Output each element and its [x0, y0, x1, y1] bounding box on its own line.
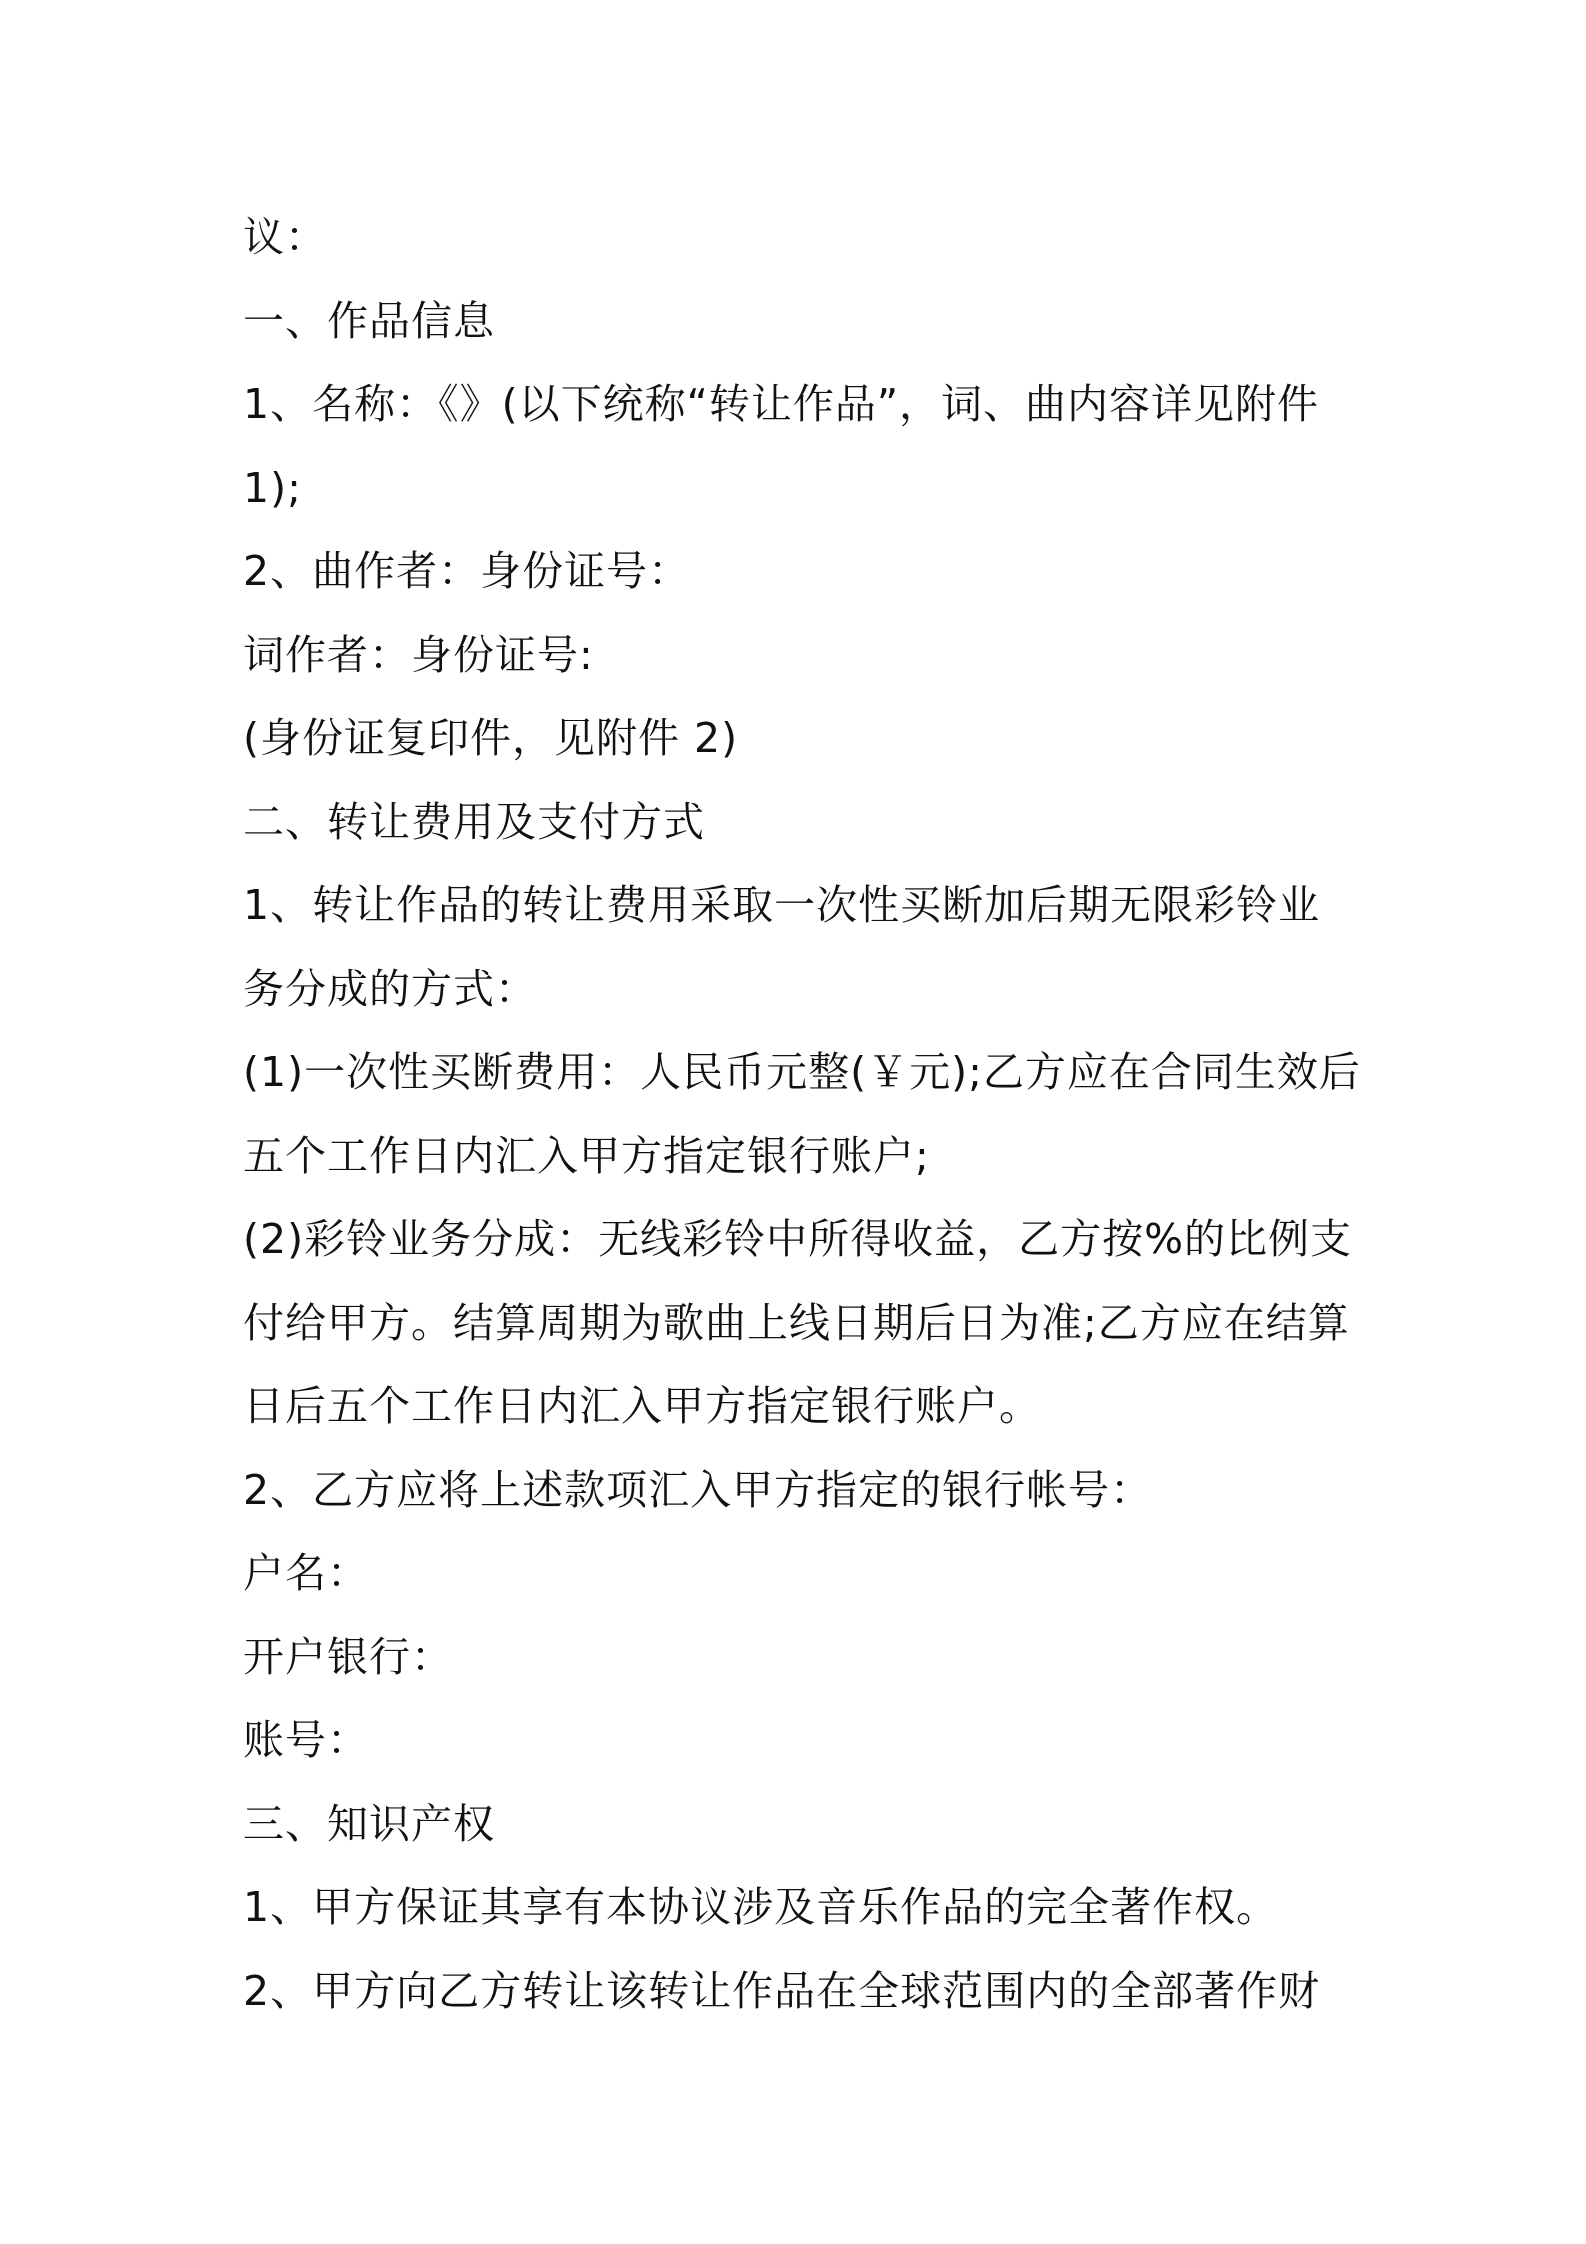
- clause-copyright-transfer: 2、甲方向乙方转让该转让作品在全球范围内的全部著作财: [243, 1966, 1321, 2015]
- clause-work-name: 1、名称：《》(以下统称“转让作品”，词、曲内容详见附件: [243, 380, 1320, 428]
- clause-fee-method: 1、转让作品的转让费用采取一次性买断加后期无限彩铃业: [243, 881, 1321, 929]
- clause-copyright-guarantee: 1、甲方保证其享有本协议涉及音乐作品的完全著作权。: [243, 1883, 1279, 1931]
- clause-buyout-fee-cont: 五个工作日内汇入甲方指定银行账户;: [243, 1131, 930, 1180]
- clause-work-name-cont: 1);: [243, 463, 302, 512]
- clause-bank-account: 2、乙方应将上述款项汇入甲方指定的银行帐号：: [243, 1465, 1153, 1514]
- clause-fee-method-cont: 务分成的方式：: [243, 964, 537, 1013]
- document-body: [243, 196, 1361, 2033]
- text-line-agreement-tail: 议：: [243, 213, 327, 261]
- clause-composer: 2、曲作者：身份证号：: [243, 547, 691, 595]
- section-heading-work-info: 一、作品信息: [243, 296, 495, 345]
- clause-buyout-fee: (1)一次性买断费用：人民币元整(￥元);乙方应在合同生效后: [243, 1048, 1361, 1096]
- clause-ringtone-share-cont-2: 日后五个工作日内汇入甲方指定银行账户。: [243, 1382, 1041, 1430]
- field-bank-name: 开户银行：: [243, 1632, 453, 1681]
- section-heading-ip: 三、知识产权: [243, 1799, 495, 1848]
- section-heading-fees: 二、转让费用及支付方式: [243, 797, 705, 846]
- field-account-name: 户名：: [243, 1549, 369, 1597]
- clause-lyricist: 词作者：身份证号:: [243, 630, 594, 679]
- clause-ringtone-share: (2)彩铃业务分成：无线彩铃中所得收益，乙方按%的比例支: [243, 1215, 1353, 1263]
- field-account-number: 账号：: [243, 1716, 369, 1764]
- clause-id-copy: (身份证复印件，见附件 2): [243, 714, 739, 762]
- clause-ringtone-share-cont: 付给甲方。结算周期为歌曲上线日期后日为准;乙方应在结算: [243, 1298, 1350, 1347]
